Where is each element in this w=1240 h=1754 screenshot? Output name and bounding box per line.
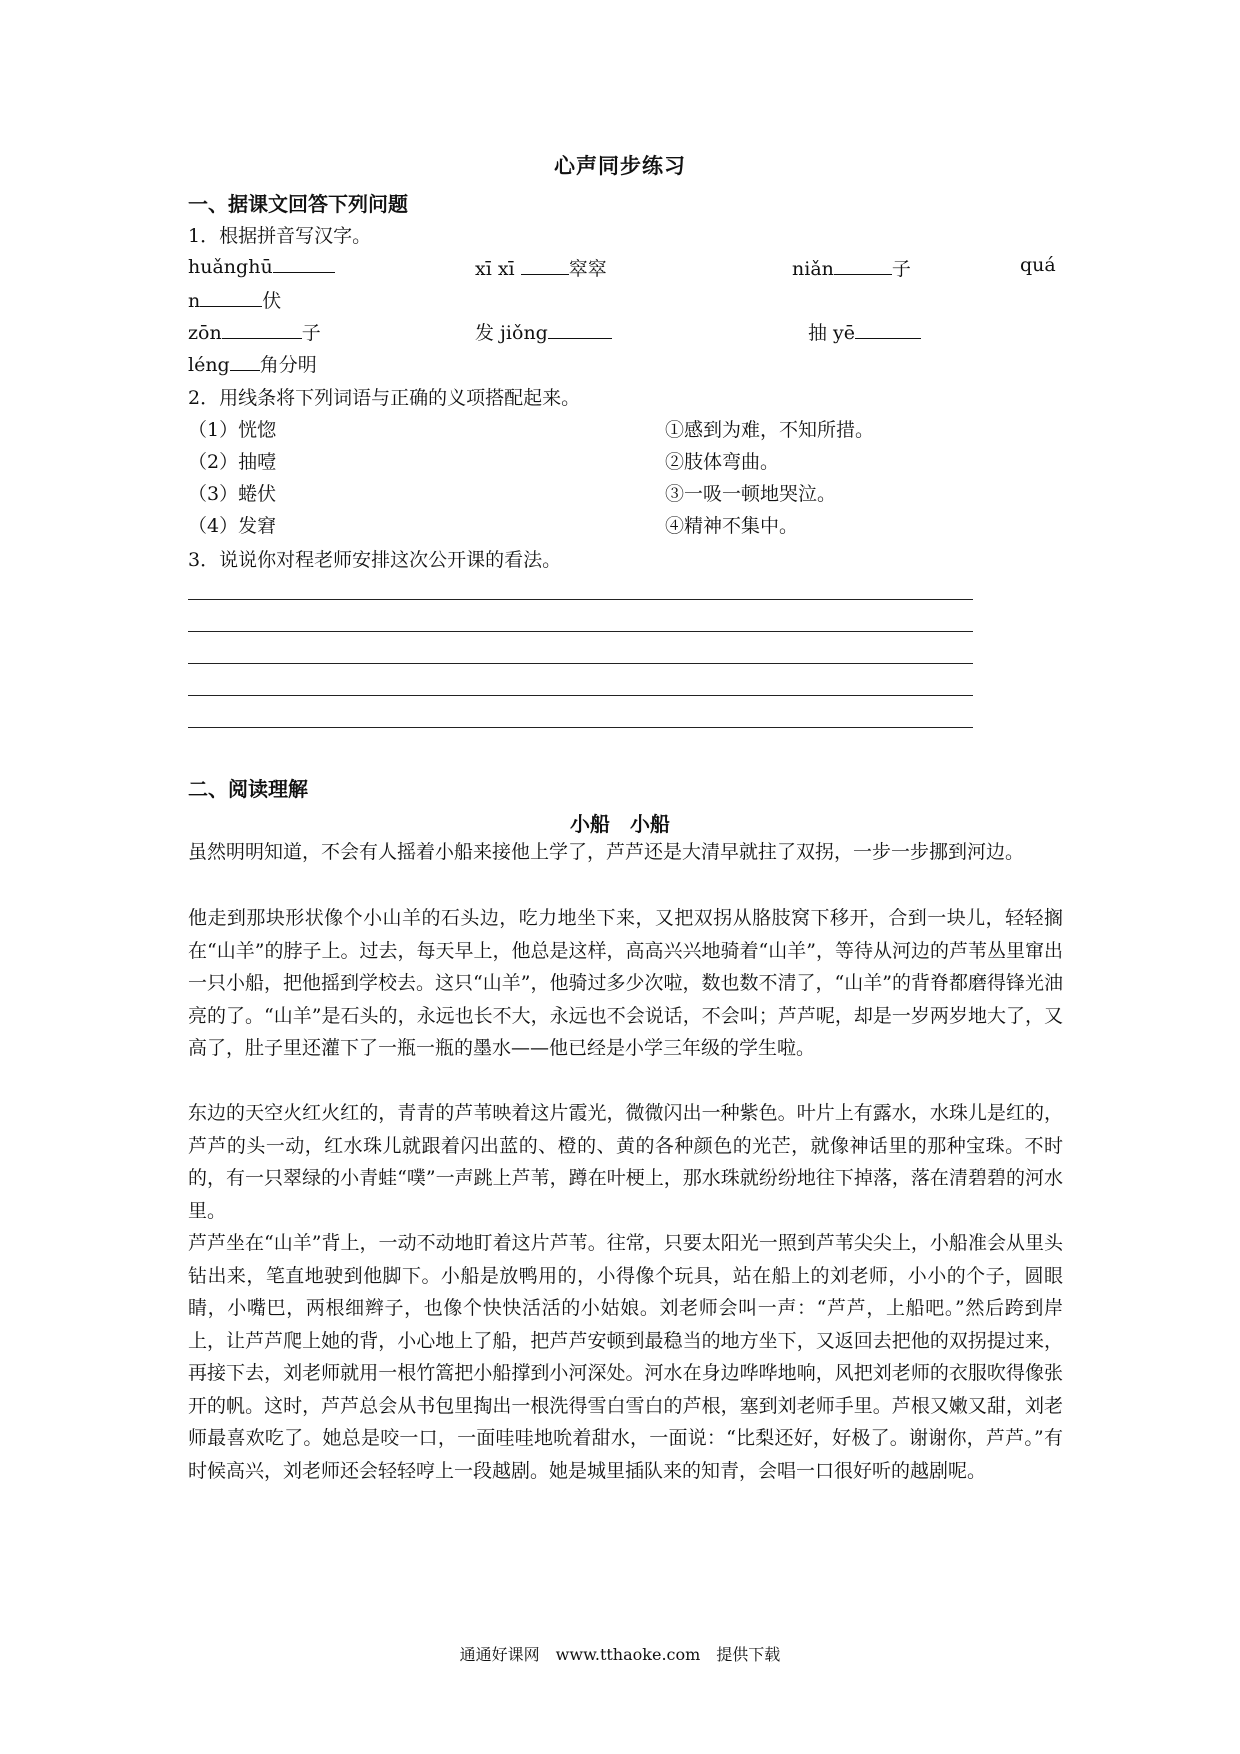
- section2-heading: 二、阅读理解: [188, 777, 308, 801]
- match-term: （3）蜷伏: [188, 483, 277, 505]
- answer-blank[interactable]: [273, 254, 335, 273]
- answer-blank[interactable]: [548, 320, 612, 339]
- pinyin-item: huǎnghū: [188, 254, 335, 278]
- section1-heading: 一、据课文回答下列问题: [188, 192, 408, 216]
- answer-line[interactable]: [188, 695, 973, 696]
- footer-credit: 通通好课网 www.tthaoke.com 提供下载: [459, 1645, 781, 1664]
- match-term: （4）发窘: [188, 515, 277, 537]
- answer-line[interactable]: [188, 663, 973, 664]
- q1-label: 1．根据拼音写汉字。: [188, 225, 372, 247]
- pinyin-item: n 伏: [188, 290, 282, 312]
- pinyin-item: xī xī 窣窣: [475, 258, 607, 280]
- pinyin-item: niǎn 子: [792, 258, 911, 280]
- story-paragraph: 他走到那块形状像个小山羊的石头边，吃力地坐下来，又把双拐从胳肢窝下移开，合到一块儿，轻轻搁在“山羊”的脖子上。过去，每天早上，他总是这样，高高兴兴地骑着“山羊”，等待从河边的芦苇丛里窜出一只小船，把他摇到学校去。这只“山羊”，他骑过多少次啦，数也数不清了，“山羊”的背脊都磨得锋光油亮的了。“山羊”是石头的，永远也长不大，永远也不会说话，不会叫；芦芦呢，却是一岁两岁地大了，又高了，肚子里还灌下了一瓶一瓶的墨水——他已经是小学三年级的学生啦。: [188, 907, 1063, 1059]
- pinyin-item: quá: [1020, 254, 1056, 276]
- story-paragraph: 虽然明明知道，不会有人摇着小船来接他上学了，芦芦还是大清早就拄了双拐，一步一步挪到河边。: [188, 841, 1025, 863]
- story-paragraph: 东边的天空火红火红的，青青的芦苇映着这片霞光，微微闪出一种紫色。叶片上有露水，水珠儿是红的，芦芦的头一动，红水珠儿就跟着闪出蓝的、橙的、黄的各种颜色的光芒，就像神话里的那种宝珠。不时的，有一只翠绿的小青蛙“噗”一声跳上芦苇，蹲在叶梗上，那水珠就纷纷地往下掉落，落在清碧碧的河水里。: [188, 1102, 1063, 1222]
- answer-blank[interactable]: [521, 256, 569, 275]
- answer-line[interactable]: [188, 631, 973, 632]
- pinyin-item: zōn 子: [188, 322, 321, 344]
- match-meaning: ②肢体弯曲。: [665, 451, 780, 473]
- answer-blank[interactable]: [230, 352, 260, 371]
- pinyin-item: 发 jiǒng: [475, 318, 612, 345]
- answer-blank[interactable]: [855, 320, 921, 339]
- q2-label: 2．用线条将下列词语与正确的义项搭配起来。: [188, 387, 581, 409]
- match-meaning: ①感到为难，不知所措。: [665, 419, 875, 441]
- match-term: （2）抽噎: [188, 451, 277, 473]
- match-meaning: ③一吸一顿地哭泣。: [665, 483, 837, 505]
- answer-blank[interactable]: [200, 288, 262, 307]
- page-title: 心声同步练习: [554, 153, 686, 178]
- q3-label: 3．说说你对程老师安排这次公开课的看法。: [188, 549, 562, 571]
- story-title: 小船 小船: [570, 812, 670, 836]
- answer-line[interactable]: [188, 599, 973, 600]
- answer-line[interactable]: [188, 727, 973, 728]
- match-meaning: ④精神不集中。: [665, 515, 799, 537]
- answer-blank[interactable]: [834, 256, 892, 275]
- pinyin-item: 抽 yē: [808, 318, 921, 345]
- pinyin-item: léng 角分明: [188, 354, 317, 376]
- match-term: （1）恍惚: [188, 419, 277, 441]
- answer-blank[interactable]: [222, 320, 302, 339]
- story-paragraph: 芦芦坐在“山羊”背上，一动不动地盯着这片芦苇。往常，只要太阳光一照到芦苇尖尖上，小船准会从里头钻出来，笔直地驶到他脚下。小船是放鸭用的，小得像个玩具，站在船上的刘老师，小小的个子，圆眼睛，小嘴巴，两根细辫子，也像个快快活活的小姑娘。刘老师会叫一声：“芦芦，上船吧。”然后跨到岸上，让芦芦爬上她的背，小心地上了船，把芦芦安顿到最稳当的地方坐下，又返回去把他的双拐提过来，再接下去，刘老师就用一根竹篙把小船撑到小河深处。河水在身边哗哗地响，风把刘老师的衣服吹得像张开的帆。这时，芦芦总会从书包里掏出一根洗得雪白雪白的芦根，塞到刘老师手里。芦根又嫩又甜，刘老师最喜欢吃了。她总是咬一口，一面哇哇地吮着甜水，一面说：“比梨还好，好极了。谢谢你，芦芦。”有时候高兴，刘老师还会轻轻哼上一段越剧。她是城里插队来的知青，会唱一口很好听的越剧呢。: [188, 1232, 1063, 1482]
